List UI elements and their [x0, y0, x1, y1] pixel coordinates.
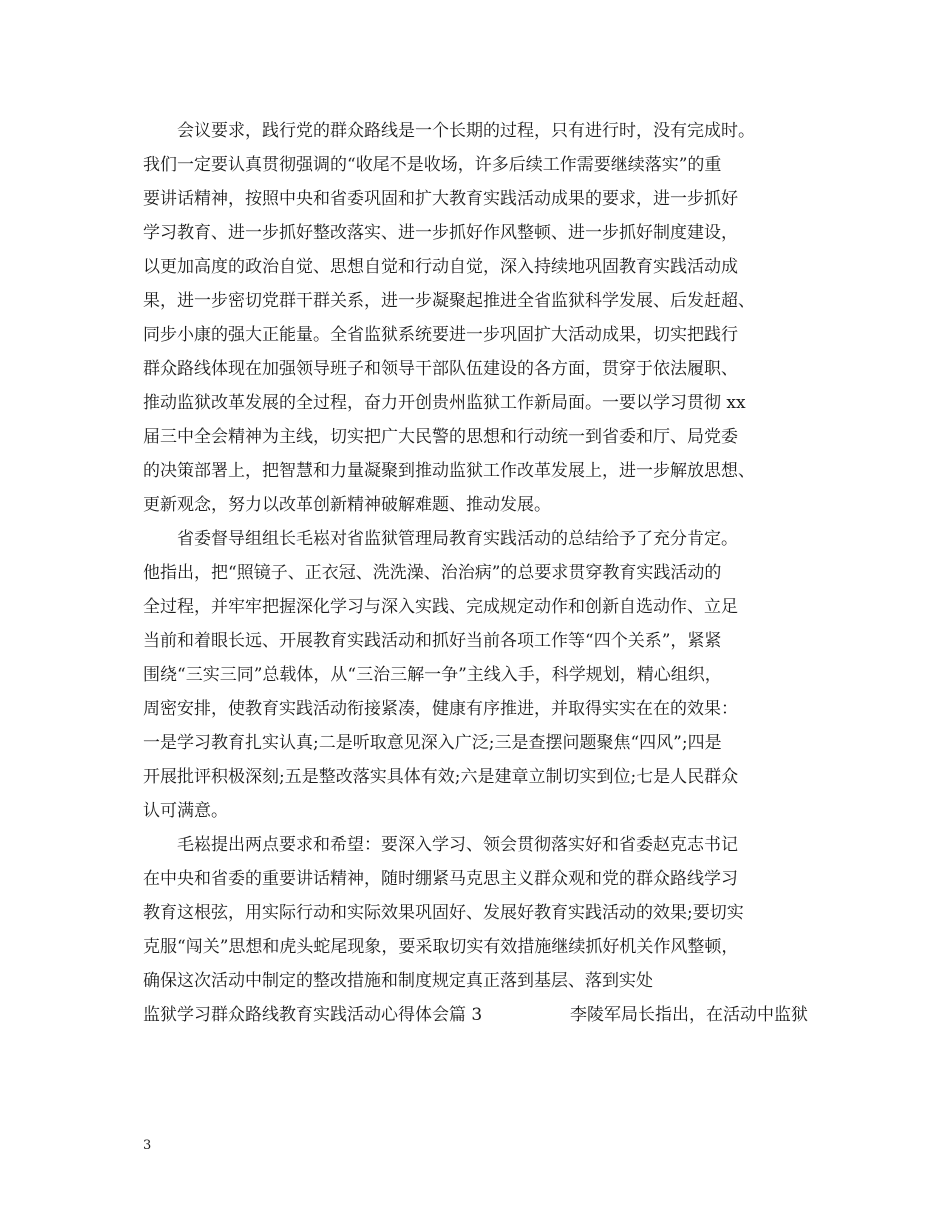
text-line: 当前和着眼长远、开展教育实践活动和抓好当前各项工作等“四个关系”，紧紧 — [143, 631, 722, 651]
text-line: 克服“闯关”思想和虎头蛇尾现象，要采取切实有效措施继续抓好机关作风整顿， — [143, 937, 739, 957]
document-body — [143, 114, 808, 1032]
text-line: 确保这次活动中制定的整改措施和制度规定真正落到基层、落到实处 — [143, 971, 653, 991]
text-line: 的决策部署上，把智慧和力量凝聚到推动监狱工作改革发展上，进一步解放思想、 — [143, 461, 755, 481]
text-line: 开展批评积极深刻;五是整改落实具体有效;六是建章立制切实到位;七是人民群众 — [143, 767, 739, 787]
text-line: 在中央和省委的重要讲话精神，随时绷紧马克思主义群众观和党的群众路线学习 — [143, 869, 738, 889]
text-line: 毛崧提出两点要求和希望：要深入学习、领会贯彻落实好和省委赵克志书记 — [177, 835, 738, 855]
text-line: 学习教育、进一步抓好整改落实、进一步抓好作风整顿、进一步抓好制度建设， — [143, 223, 738, 243]
paragraph-1 — [143, 114, 808, 522]
text-line: 周密安排，使教育实践活动衔接紧凑，健康有序推进，并取得实实在在的效果： — [143, 699, 738, 719]
section-heading-line — [143, 998, 808, 1032]
text-line: 认可满意。 — [143, 801, 228, 821]
page-number: 3 — [143, 1138, 152, 1153]
text-line: 推动监狱改革发展的全过程，奋力开创贵州监狱工作新局面。一要以学习贯彻 xx — [143, 393, 746, 413]
section-heading: 监狱学习群众路线教育实践活动心得体会篇 3 — [143, 1005, 483, 1025]
text-line: 省委督导组组长毛崧对省监狱管理局教育实践活动的总结给予了充分肯定。 — [177, 529, 738, 549]
text-line: 我们一定要认真贯彻强调的“收尾不是收场，许多后续工作需要继续落实”的重 — [143, 155, 722, 175]
continuation-text: 李陵军局长指出，在活动中监狱 — [570, 1005, 808, 1025]
text-line: 会议要求，践行党的群众路线是一个长期的过程，只有进行时，没有完成时。 — [177, 121, 755, 141]
paragraph-3 — [143, 828, 808, 998]
text-line: 全过程，并牢牢把握深化学习与深入实践、完成规定动作和创新自选动作、立足 — [143, 597, 738, 617]
text-line: 要讲话精神，按照中央和省委巩固和扩大教育实践活动成果的要求，进一步抓好 — [143, 189, 738, 209]
text-line: 更新观念，努力以改革创新精神破解难题、推动发展。 — [143, 495, 551, 515]
paragraph-2 — [143, 522, 808, 828]
text-line: 届三中全会精神为主线，切实把广大民警的思想和行动统一到省委和厅、局党委 — [143, 427, 738, 447]
text-line: 教育这根弦，用实际行动和实际效果巩固好、发展好教育实践活动的效果;要切实 — [143, 903, 744, 923]
text-line: 他指出，把“照镜子、正衣冠、洗洗澡、治治病”的总要求贯穿教育实践活动的 — [143, 563, 722, 583]
text-line: 以更加高度的政治自觉、思想自觉和行动自觉，深入持续地巩固教育实践活动成 — [143, 257, 738, 277]
text-line: 果，进一步密切党群干群关系，进一步凝聚起推进全省监狱科学发展、后发赶超、 — [143, 291, 755, 311]
text-line: 同步小康的强大正能量。全省监狱系统要进一步巩固扩大活动成果，切实把践行 — [143, 325, 738, 345]
text-line: 围绕“三实三同”总载体，从“三治三解一争”主线入手，科学规划，精心组织， — [143, 665, 722, 685]
text-line: 群众路线体现在加强领导班子和领导干部队伍建设的各方面，贯穿于依法履职、 — [143, 359, 738, 379]
text-line: 一是学习教育扎实认真;二是听取意见深入广泛;三是查摆问题聚焦“四风”;四是 — [143, 733, 722, 753]
